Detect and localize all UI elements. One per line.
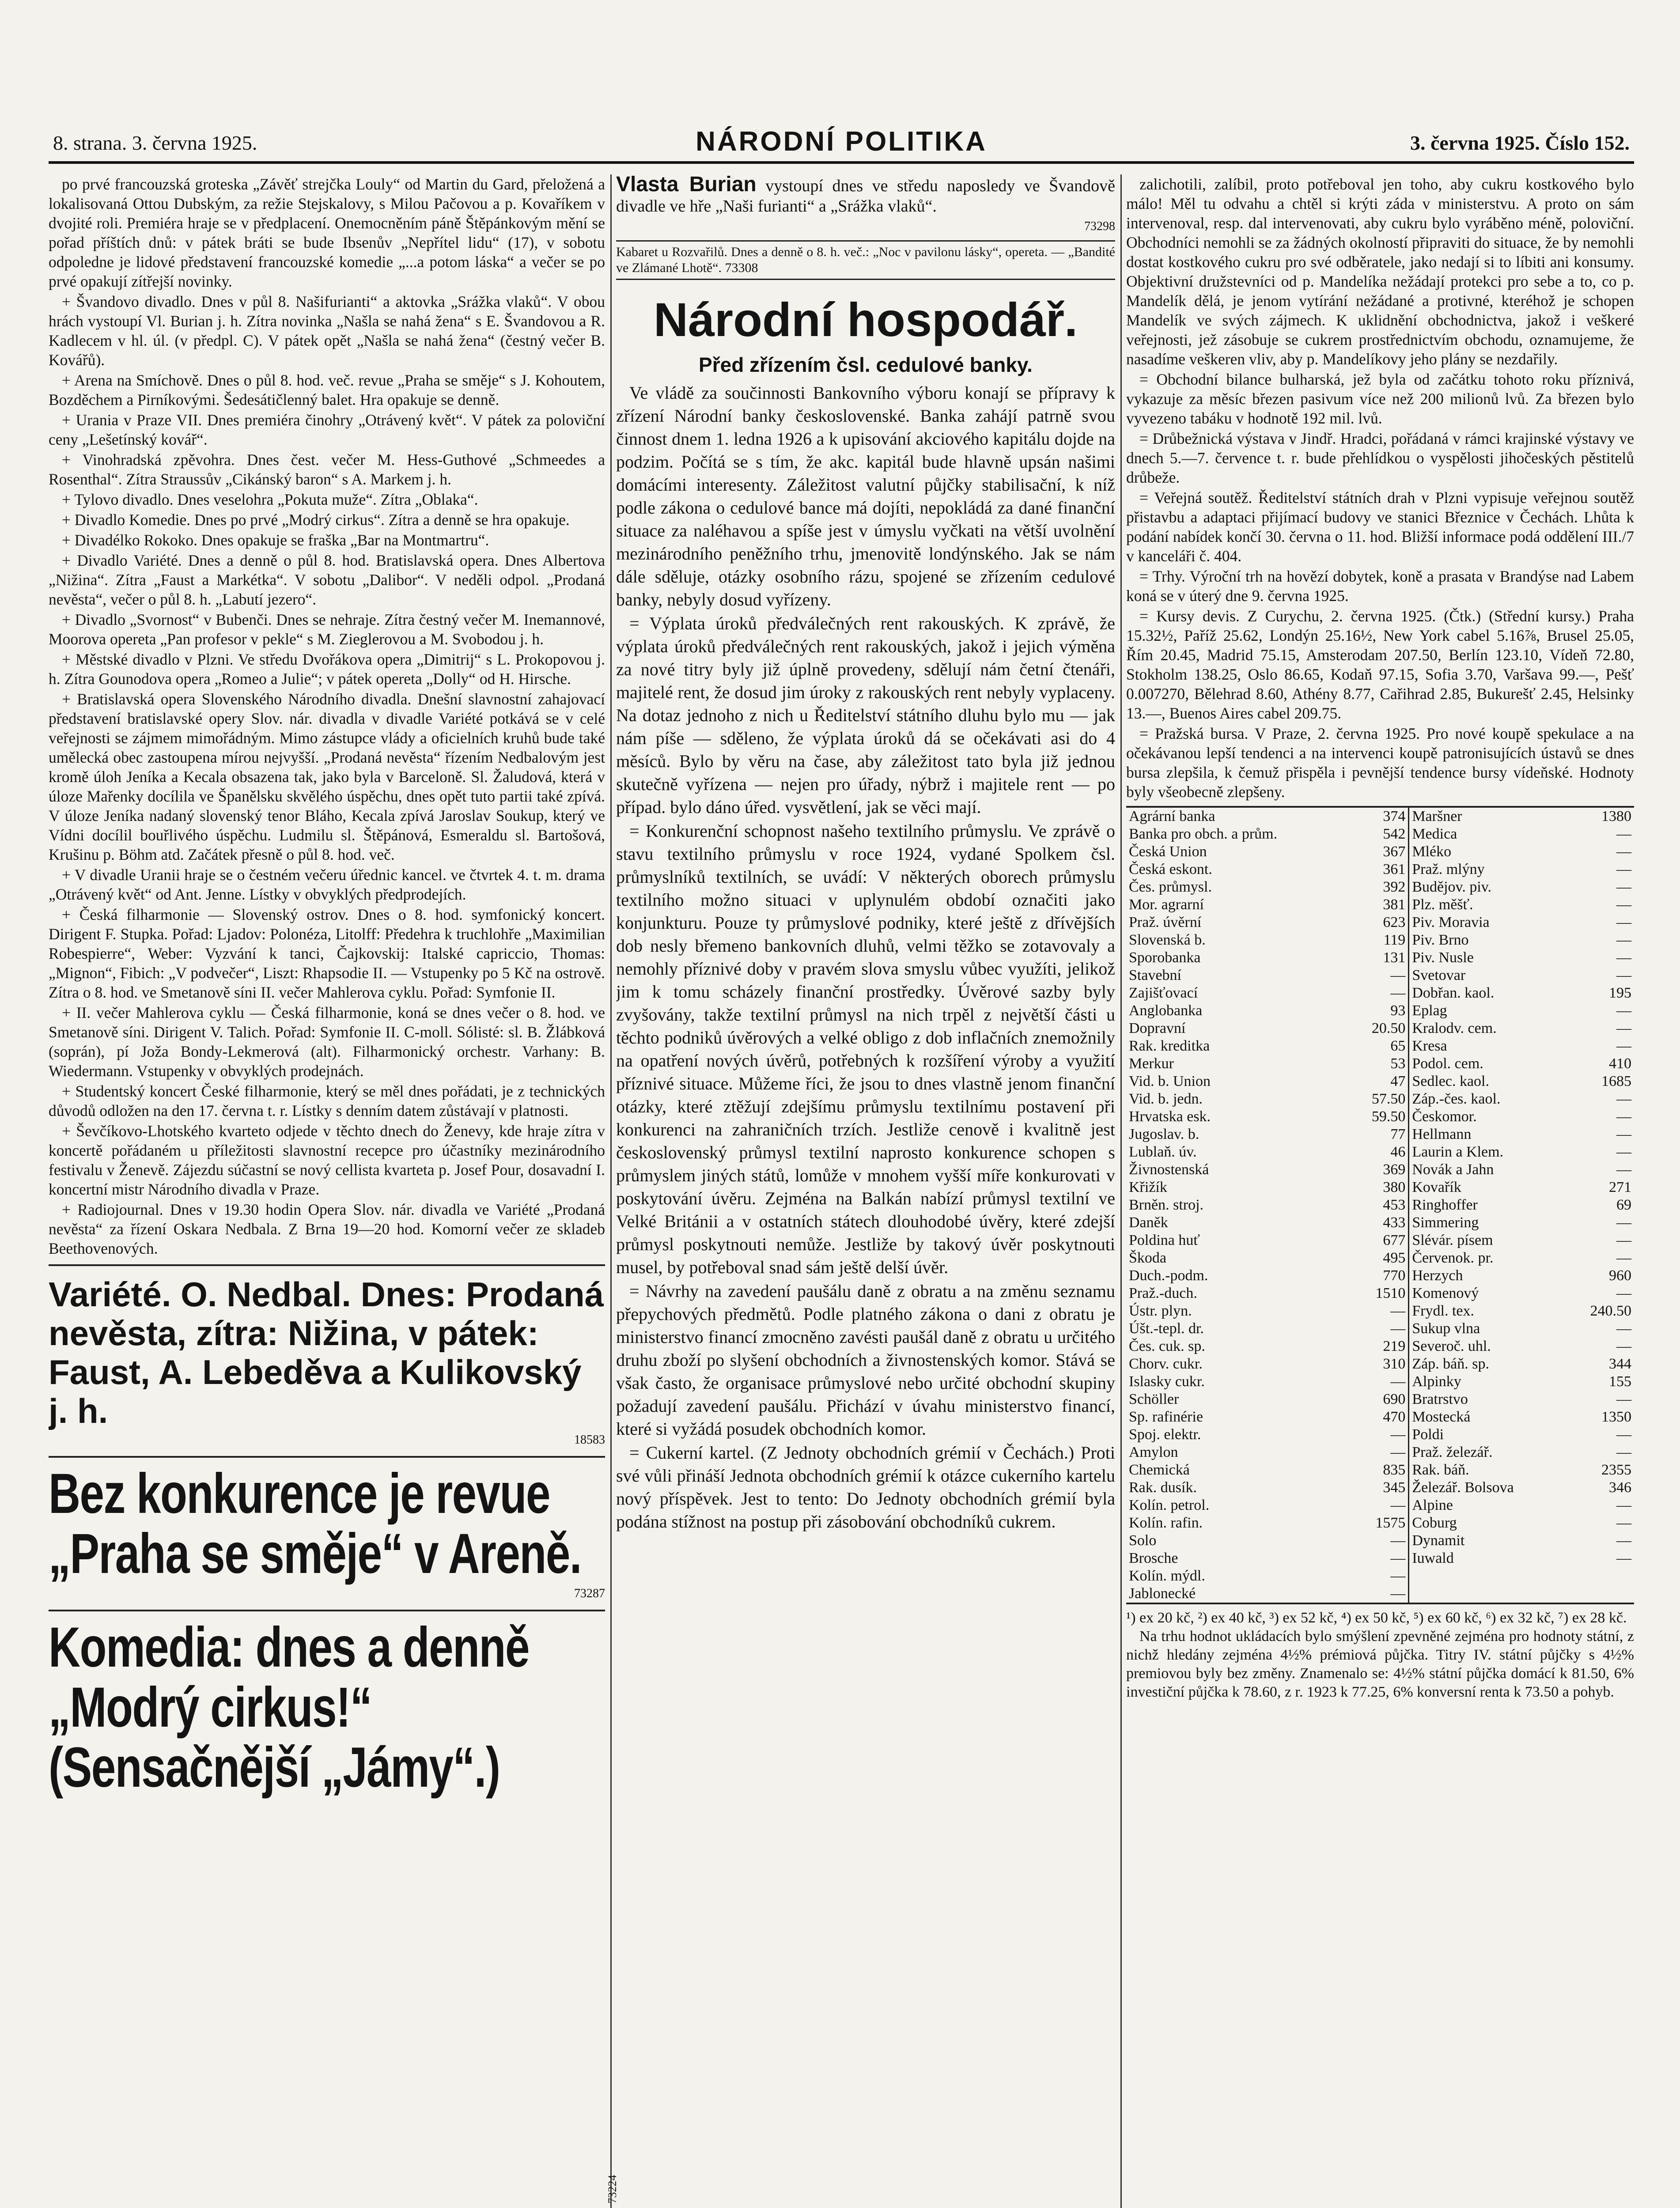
stock-name: Simmering	[1409, 1214, 1566, 1232]
stock-price: 219	[1383, 1338, 1406, 1354]
stock-name: Křižík	[1129, 1179, 1167, 1195]
stock-name: Chemická	[1129, 1462, 1190, 1478]
article-paragraph: = Výplata úroků předválečných rent rakouských. K zprávě, že výplata úroků předválečných rent rakouských, jakož i jejich výměna za nové titry byly již úplně provedeny, sdělují nám četní čtenáři, majitelé rent, že dosud jim úroky z rakouských rent nebyly vyplaceny. Na dotaz jednoho z nich u Ředitelství státního dluhu bylo mu — jak nám píše — sděleno, že výplata úroků dá se očekávati asi do 4 měsíců. Bylo by věru na čase, aby záležitost tato byla již jednou skutečně vyřízena — nejen pro úřady, nýbrž i majitele rent — po případ. bylo dáno úřed. vysvětlení, jak se věci mají.	[616, 613, 1115, 817]
stock-name: Praž. úvěrní	[1129, 914, 1202, 930]
stock-price: 1380	[1601, 808, 1631, 824]
stock-name: Spoj. elektr.	[1129, 1426, 1201, 1443]
table-row	[1126, 1073, 1634, 1090]
stock-name: Sporobanka	[1129, 949, 1201, 966]
column-divider	[610, 174, 612, 2208]
column-theater-news	[49, 174, 605, 2208]
stock-name: Severoč. uhl.	[1409, 1338, 1566, 1355]
article-paragraph: = Drůbežnická výstava v Jindř. Hradci, pořádaná v rámci krajinské výstavy ve dnech 5.—7. července t. r. bude přehlídkou o vyspělosti jihočeských pěstitelů drůbeže.	[1126, 430, 1634, 486]
stock-name: Hrvatska esk.	[1129, 1108, 1211, 1125]
stock-price: 542	[1383, 826, 1406, 842]
stock-name: Budějov. piv.	[1409, 878, 1566, 896]
stock-price: —	[1616, 1144, 1631, 1160]
stock-name: Daněk	[1129, 1214, 1168, 1231]
table-row	[1126, 967, 1634, 984]
stock-price: —	[1616, 1002, 1631, 1019]
stock-name	[1409, 1567, 1566, 1585]
stock-price: —	[1616, 1444, 1631, 1460]
article-paragraph: = Pražská bursa. V Praze, 2. června 1925. Pro nové koupě spekulace a na očekávanou lepší tendenci a na intervenci koupě patronisujících ústavů se dnes bursa zlepšila, k čemuž přispěla i pevnější tendence bursy vídeňské. Hodnoty byly všeobecně zlepšeny.	[1126, 725, 1634, 801]
stock-name: Chorv. cukr.	[1129, 1356, 1203, 1372]
table-row	[1126, 1391, 1634, 1408]
table-row	[1126, 843, 1634, 861]
burian-name: Vlasta Burian	[616, 174, 757, 196]
stock-price: 93	[1390, 1002, 1406, 1019]
stock-name: Úšt.-tepl. dr.	[1129, 1320, 1204, 1337]
stock-price: 470	[1383, 1409, 1406, 1425]
table-row	[1126, 1126, 1634, 1143]
stock-name: Živnostenská	[1129, 1161, 1209, 1178]
stock-name: Rak. kreditka	[1129, 1038, 1210, 1054]
article-paragraph: = Obchodní bilance bulharská, jež byla od začátku tohoto roku příznivá, vykazuje za měsíc březen pasivum více než 200 milionů lvů. Za březen bylo vyvezeno tabáku v hodnotě 192 mil. lvů.	[1126, 371, 1634, 427]
stock-price: —	[1616, 879, 1631, 895]
stock-name: Podol. cem.	[1409, 1055, 1566, 1073]
stock-name: Záp.-čes. kaol.	[1409, 1090, 1566, 1108]
stock-name: Lublaň. úv.	[1129, 1144, 1197, 1160]
stock-name: Česká eskont.	[1129, 861, 1212, 877]
stock-name: Dynamit	[1409, 1532, 1566, 1550]
table-row	[1126, 1408, 1634, 1426]
stock-name: Hellmann	[1409, 1126, 1566, 1143]
table-row	[1126, 1550, 1634, 1567]
stock-name: Piv. Brno	[1409, 931, 1566, 949]
stock-name: Kolín. rafin.	[1129, 1515, 1203, 1531]
table-row	[1126, 1497, 1634, 1514]
stock-name: Svetovar	[1409, 967, 1566, 984]
stock-price: —	[1616, 826, 1631, 842]
stock-price: —	[1616, 1020, 1631, 1036]
stock-price: —	[1390, 1585, 1406, 1602]
stock-price: 57.50	[1371, 1091, 1406, 1107]
stock-price: 47	[1390, 1073, 1406, 1089]
newspaper-title: NÁRODNÍ POLITIKA	[696, 126, 987, 157]
article-subtitle: Před zřízením čsl. cedulové banky.	[699, 353, 1033, 376]
stock-price: 369	[1383, 1161, 1406, 1178]
stock-name: Jablonecké	[1129, 1585, 1196, 1602]
page-header	[49, 126, 1634, 164]
ad-side-number: 73224	[606, 2175, 619, 2204]
article-paragraph: + V divadle Uranii hraje se o čestném večeru úřednic kancel. ve čtvrtek 4. t. m. drama „Otrávený květ“ od Ant. Jenne. Lístky v obvyklých předprodejích.	[49, 866, 605, 903]
stock-price: 345	[1383, 1479, 1406, 1496]
stock-name: Záp. báň. sp.	[1409, 1355, 1566, 1373]
stock-name: Solo	[1129, 1532, 1157, 1549]
stock-price: —	[1616, 1497, 1631, 1513]
stock-price: —	[1616, 1250, 1631, 1266]
stock-price: 380	[1383, 1179, 1406, 1195]
table-row	[1126, 878, 1634, 896]
article-paragraph: + Divadélko Rokoko. Dnes opakuje se fraška „Bar na Montmartru“.	[62, 531, 489, 549]
stock-price: 392	[1383, 879, 1406, 895]
table-footnote: ¹) ex 20 kč, ²) ex 40 kč, ³) ex 52 kč, ⁴) ex 50 kč, ⁵) ex 60 kč, ⁶) ex 32 kč, ⁷) ex 28 kč.	[1126, 1610, 1627, 1626]
stock-name: Duch.-podm.	[1129, 1267, 1208, 1284]
stock-price: —	[1616, 1426, 1631, 1443]
stock-price: 2355	[1601, 1462, 1631, 1478]
stock-name: Herzych	[1409, 1267, 1566, 1285]
article-paragraph: zalichotili, zalíbil, proto potřeboval jen toho, aby cukru kostkového bylo málo! Měl tu odvahu a chtěl si krýti záda v ministerstvu. A proto on sám intervenoval, resp. dal intervenovati, aby cukru bylo vyráběno méně, poloviční. Obchodníci nemohli se za žádných okolností připraviti do situace, že by nemohli dostat kostkového cukru pro své odběratele, jako nedají si to líbiti ani konsumy. Objektivní družstevníci od p. Mandelíka nežádají protekci pro sebe a to, co p. Mandelík dělá, je jenom vytírání nežádané a protivné, kteréhož je schopen Mandelík ve svých zájmech. K uklidnění obchodnictva, jakož i veškeré veřejnosti, jež zásobuje se cukrem prostřednictvím obchodu, oznamujeme, že nasadíme veškeren vliv, aby p. Mandelíkovy jeho plány se nezdařily.	[1126, 175, 1634, 368]
stock-price: —	[1616, 1126, 1631, 1142]
stock-price: 344	[1609, 1356, 1631, 1372]
table-row	[1126, 1567, 1634, 1585]
stock-price: 346	[1609, 1479, 1631, 1496]
stock-price: 1575	[1375, 1515, 1406, 1531]
stock-price: —	[1616, 1091, 1631, 1107]
stock-name: Česká Union	[1129, 843, 1207, 860]
article-paragraph: + Radiojournal. Dnes v 19.30 hodin Opera Slov. nár. divadla ve Variété „Prodaná nevěsta“ za řízení Oskara Nedbala. Z Brna 19—20 hod. Komorní večer ze skladeb Beethovenových.	[49, 1201, 605, 1257]
stock-price: —	[1616, 949, 1631, 966]
stock-price: —	[1616, 1391, 1631, 1407]
stock-price: —	[1616, 1550, 1631, 1566]
stock-price: 53	[1390, 1055, 1406, 1072]
table-row	[1126, 1585, 1634, 1603]
page-number-date: 8. strana. 3. června 1925.	[53, 132, 257, 154]
stock-name: Vid. b. Union	[1129, 1073, 1211, 1089]
article-paragraph: + Arena na Smíchově. Dnes o půl 8. hod. več. revue „Praha se směje“ s J. Kohoutem, Bozděchem a Pirníkovými. Šedesátičlenný balet. Hra opakuje se denně.	[49, 371, 605, 408]
stock-name: Bratrstvo	[1409, 1391, 1566, 1408]
stock-price: —	[1390, 1568, 1406, 1584]
stock-name: Rak. dusík.	[1129, 1479, 1197, 1496]
stock-name: Praž. železář.	[1409, 1444, 1566, 1461]
table-row	[1126, 914, 1634, 931]
stock-price: 623	[1383, 914, 1406, 930]
stock-price	[1566, 1567, 1634, 1585]
market-paragraphs	[1126, 174, 1634, 802]
issue-number: 3. června 1925. Číslo 152.	[1410, 132, 1630, 154]
stock-price: —	[1390, 1303, 1406, 1319]
stock-price: 495	[1383, 1250, 1406, 1266]
stock-name: Alpinky	[1409, 1373, 1566, 1391]
stock-price: —	[1390, 1497, 1406, 1513]
table-row	[1126, 896, 1634, 914]
stock-name: Slovenská b.	[1129, 932, 1206, 948]
table-row	[1126, 1514, 1634, 1532]
stock-name: Mostecká	[1409, 1408, 1566, 1426]
article-paragraph: Ve vládě za součinnosti Bankovního výboru konají se přípravy k zřízení Národní banky československé. Banka zahájí patrně svou činnost dnem 1. ledna 1926 a k upisování akciového kapitálu dojde na podzim. Počítá se s tím, že akc. kapitál bude hlavně upsán našimi domácími interesenty. Záležitost valutní půjčky stabilisační, k níž podle zákona o cedulové bance má dojíti, nepokládá za dané finanční situace za naléhavou a spíše jest v úmyslu vyčkati na větší uvolnění mezinárodního peněžního trhu, jmenovitě londýnského. Jak se nám dále sděluje, otázky osobního rázu, spojené se zřízením cedulové banky, nebyly dosud vyřízeny.	[616, 383, 1115, 609]
stock-name: Zajišťovací	[1129, 985, 1198, 1001]
stock-price: —	[1616, 914, 1631, 930]
stock-name: Železář. Bolsova	[1409, 1479, 1566, 1497]
stock-price: —	[1616, 1338, 1631, 1354]
table-row	[1126, 931, 1634, 949]
article-paragraph: + Urania v Praze VII. Dnes premiéra činohry „Otrávený květ“. V pátek za poloviční ceny „Lešetínský kovář“.	[49, 411, 605, 448]
section-title: Národní hospodář.	[653, 293, 1078, 346]
table-row	[1126, 1373, 1634, 1391]
stock-name: Piv. Nusle	[1409, 949, 1566, 967]
article-paragraph: + Ševčíkovo-Lhotského kvarteto odjede v těchto dnech do Ženevy, kde hraje zítra v koncertě pořádaném u příležitosti slavnostní recepce pro účastníky mezinárodního festivalu v Ženevě. Zájezdu súčastní se nový cellista kvarteta p. Josef Pour, dosavadní I. koncertní mistr Národního divadla v Praze.	[49, 1122, 605, 1198]
stock-price: 131	[1383, 949, 1406, 966]
stock-name: Banka pro obch. a prům.	[1129, 826, 1278, 842]
table-row	[1126, 1196, 1634, 1214]
stock-price: 770	[1383, 1267, 1406, 1284]
stock-price: —	[1390, 1426, 1406, 1443]
stock-price: 453	[1383, 1197, 1406, 1213]
table-row	[1126, 1037, 1634, 1055]
stock-table	[1126, 806, 1634, 1604]
stock-price: 240.50	[1590, 1303, 1631, 1319]
kabaret-ad: Kabaret u Rozvařilů. Dnes a denně o 8. h. več.: „Noc v pavilonu lásky“, opereta. — „Bandité ve Zlámané Lhotě“. 73308	[616, 240, 1115, 280]
stock-price: —	[1390, 1373, 1406, 1390]
stock-name: Rak. báň.	[1409, 1461, 1566, 1479]
article-paragraph: + II. večer Mahlerova cyklu — Česká filharmonie, koná se dnes večer o 8. hod. ve Smetanově síni. Dirigent V. Talich. Pořad: Symfonie II. C-moll. Sólisté: sl. B. Žlábková (soprán), pí Joža Bondy-Lekmerová (alt). Filharmonický orchestr. Varhany: B. Wiedermann. Vstupenky v obvyklých prodejnách.	[49, 1004, 605, 1080]
stock-name: Sukup vlna	[1409, 1320, 1566, 1338]
stock-name: Novák a Jahn	[1409, 1161, 1566, 1179]
stock-name: Praž. mlýny	[1409, 861, 1566, 878]
stock-price: 690	[1383, 1391, 1406, 1407]
stock-price: —	[1390, 1444, 1406, 1460]
stock-price: 1510	[1375, 1285, 1406, 1301]
stock-name: Brosche	[1129, 1550, 1178, 1566]
table-row	[1126, 949, 1634, 967]
stock-name	[1409, 1585, 1566, 1603]
stock-name: Sp. rafinérie	[1129, 1409, 1203, 1425]
stock-name: Kolín. petrol.	[1129, 1497, 1210, 1513]
stock-name: Stavební	[1129, 967, 1181, 983]
stock-price: —	[1616, 1285, 1631, 1301]
article-paragraph: + Vinohradská zpěvohra. Dnes čest. večer M. Hess-Guthové „Schmeedes a Rosenthal“. Zítra Straussův „Cikánský baron“ s A. Markem j. h.	[49, 451, 605, 488]
table-row	[1126, 1090, 1634, 1108]
stock-price: —	[1616, 1161, 1631, 1178]
stock-price: 271	[1609, 1179, 1631, 1195]
table-row	[1126, 825, 1634, 843]
ad-revue: Bez konkurence je revue „Praha se směje“ v Areně.	[49, 1462, 581, 1585]
table-row	[1126, 1267, 1634, 1285]
stock-price: 195	[1609, 985, 1631, 1001]
article-paragraph: = Trhy. Výroční trh na hovězí dobytek, koně a prasata v Brandýse nad Labem koná se v úterý dne 9. června 1925.	[1126, 567, 1634, 605]
stock-name: Poldi	[1409, 1426, 1566, 1444]
article-paragraph: + Divadlo „Svornost“ v Bubenči. Dnes se nehraje. Zítra čestný večer M. Inemannové, Moorova opereta „Pan profesor v pekle“ s M. Zieglerovou a M. Svobodou j. h.	[49, 611, 605, 648]
stock-name: Vid. b. jedn.	[1129, 1091, 1203, 1107]
ad-number: 18583	[574, 1433, 605, 1447]
table-row	[1126, 1232, 1634, 1249]
stock-name: Piv. Moravia	[1409, 914, 1566, 931]
table-row	[1126, 1479, 1634, 1497]
stock-name: Eplag	[1409, 1002, 1566, 1020]
stock-price: 77	[1390, 1126, 1406, 1142]
stock-price: —	[1616, 1515, 1631, 1531]
divider	[49, 1610, 605, 1611]
stock-name: Laurin a Klem.	[1409, 1143, 1566, 1161]
table-row	[1126, 1108, 1634, 1126]
table-row	[1126, 1214, 1634, 1232]
stock-price: 367	[1383, 843, 1406, 860]
stock-price: —	[1616, 896, 1631, 913]
table-row	[1126, 1285, 1634, 1302]
article-paragraph: + Divadlo Komedie. Dnes po prvé „Modrý cirkus“. Zítra a denně se hra opakuje.	[62, 511, 570, 529]
article-paragraph: = Konkurenční schopnost našeho textilního průmyslu. Ve zprávě o stavu textilního průmyslu v roce 1924, vydané Spolkem čsl. průmyslníků textilních, se uvádí: V některých oborech průmyslu textilního možno situaci v uplynulém období označiti jako konjunkturu. Pouze ty průmyslové podniky, které ještě z dřívějších dob nesly břemeno bankovních dluhů, velmi těžko se zotavovaly a nemohly příznivé doby v pravém slova smyslu vůbec využíti, jelikož jim k tomu scházely finanční prostředky. Úvěrové sazby byly zvyšovány, takže textilní průmysl na nich trpěl z největší části u těchto podniků úvěrových a velké obligo z dob inflačních znemožnily na opatření nových úvěrů, potřebných k rozšíření výroby a využití příznivé situace. Můžeme říci, že jsou to dnes vlastně jenom finanční otázky, které ztěžují zdejšímu průmyslu textilnímu postavení při konkurenci na zahraničních trzích. Jestliže cenově i kvalitně jest československý průmysl textilní naprosto konkurence schopen s průmyslem jiných států, lomůže v mnohem vyšší míře konkurovati v poskytování úvěru. Zejména na Balkán nabízí průmysl textilní ve Velké Británii a v ostatních státech dlouhodobé úvěry, které zdejší průmysl poskytnouti nemůže. Jestliže by takový úvěr poskytnouti musel, by potřeboval snad sám ještě delší úvěr.	[616, 821, 1115, 1277]
theater-paragraphs	[49, 174, 605, 1258]
article-paragraph: = Návrhy na zavedení paušálu daně z obratu a na změnu seznamu přepychových předmětů. Podle platného zákona o dani z obratu je ministerstvo financí zmocněno zavésti paušál daně z obratu u určitého druhu zboží po slyšení obchodních a živnostenských komor. Stává se však často, že organisace průmyslové nebo určité obchodní skupiny požadují zavedení paušálu. Přichází v úvahu ministerstvo financí, které si vyžádá posudek obchodních komor.	[616, 1281, 1115, 1439]
stock-price: 374	[1383, 808, 1406, 824]
stock-price: 310	[1383, 1356, 1406, 1372]
article-paragraph: + Divadlo Variété. Dnes a denně o půl 8. hod. Bratislavská opera. Dnes Albertova „Nižina“. Zítra „Faust a Markétka“. V sobotu „Dalibor“. V neděli odpol. „Prodaná nevěsta“, večer o půl 8. h. „Labutí jezero“.	[49, 552, 605, 608]
article-paragraph: + Tylovo divadlo. Dnes veselohra „Pokuta muže“. Zítra „Oblaka“.	[62, 491, 478, 508]
stock-name: Brněn. stroj.	[1129, 1197, 1204, 1213]
stock-name: Amylon	[1129, 1444, 1178, 1460]
stock-name: Červenok. pr.	[1409, 1249, 1566, 1267]
table-row	[1126, 1055, 1634, 1073]
stock-name: Kralodv. cem.	[1409, 1020, 1566, 1037]
table-row	[1126, 1302, 1634, 1320]
column-divider	[1120, 174, 1122, 2208]
stock-price: —	[1390, 1532, 1406, 1549]
final-paragraph: Na trhu hodnot ukládacích bylo smýšlení zpevněné zejména pro hodnoty státní, z nichž hledány zejména 4½% prémiová půjčka. Titry IV. státní půjčky s 4½% premiovou byly bez změny. Znamenalo se: 4½% státní půjčka domácí k 81.50, 6% investiční půjčka k 78.60, z r. 1923 k 77.25, 6% konversní renta k 73.50 a pohyb.	[1126, 1628, 1634, 1700]
stock-name: Slévár. písem	[1409, 1232, 1566, 1249]
stock-name: Anglobanka	[1129, 1002, 1203, 1019]
table-row	[1126, 1426, 1634, 1444]
burian-ad	[616, 174, 1115, 237]
stock-name: Ringhoffer	[1409, 1196, 1566, 1214]
burian-text: vystoupí dnes ve středu naposledy ve Švandově divadle ve hře „Naši furianti“ a „Srážka vlaků“.	[616, 177, 1115, 216]
stock-name: Mléko	[1409, 843, 1566, 861]
table-row	[1126, 1143, 1634, 1161]
stock-name: Komenový	[1409, 1285, 1566, 1302]
stock-name: Dopravní	[1129, 1020, 1186, 1036]
stock-price: 410	[1609, 1055, 1631, 1072]
table-row	[1126, 1532, 1634, 1550]
stock-price: 835	[1383, 1462, 1406, 1478]
stock-price: 1350	[1601, 1409, 1631, 1425]
stock-price: 677	[1383, 1232, 1406, 1248]
stock-price: —	[1390, 1320, 1406, 1337]
article-paragraph: = Kursy devis. Z Curychu, 2. června 1925. (Čtk.) (Střední kursy.) Praha 15.32½, Paříž 25.62, Londýn 25.16½, New York cabel 5.16⅞, Brusel 25.05, Řím 20.45, Madrid 75.15, Amsterodam 207.50, Berlín 123.10, Vídeň 72.80, Stokholm 138.25, Oslo 86.65, Kodaň 97.15, Sofia 3.70, Varšava 99.—, Pešť 0.007270, Bělehrad 8.60, Athény 8.77, Cařihrad 2.85, Bukurešť 2.45, Helsinky 13.—, Buenos Aires cabel 209.75.	[1126, 607, 1634, 722]
stock-price: —	[1616, 861, 1631, 877]
stock-price: —	[1390, 967, 1406, 983]
table-row	[1126, 1020, 1634, 1037]
stock-name: Coburg	[1409, 1514, 1566, 1532]
table-row	[1126, 984, 1634, 1002]
stock-price: 960	[1609, 1267, 1631, 1284]
ad-nedbal: Variété. O. Nedbal. Dnes: Prodaná nevěsta, zítra: Nižina, v pátek: Faust, A. Lebeděva a Kulikovský j. h.	[49, 1275, 604, 1430]
divider	[49, 1264, 605, 1266]
table-row	[1126, 1179, 1634, 1196]
article-paragraph: + Studentský koncert České filharmonie, který se měl dnes pořádati, je z technických důvodů odložen na den 17. června t. r. Lístky s denním datem zůstávají v platnosti.	[49, 1082, 605, 1119]
stock-name: Islasky cukr.	[1129, 1373, 1205, 1390]
stock-price: 119	[1383, 932, 1406, 948]
stock-name: Ústr. plyn.	[1129, 1303, 1192, 1319]
stock-price: —	[1616, 1532, 1631, 1549]
stock-name: Kovařík	[1409, 1179, 1566, 1196]
stock-price: —	[1616, 967, 1631, 983]
ad-komedia: Komedia: dnes a denně „Modrý cirkus!“ (Sensačnější „Jámy“.)	[49, 1616, 529, 1799]
stock-price: —	[1616, 1108, 1631, 1125]
stock-price: —	[1390, 985, 1406, 1001]
stock-price: —	[1616, 1320, 1631, 1337]
stock-price: 46	[1390, 1144, 1406, 1160]
stock-price: 361	[1383, 861, 1406, 877]
table-row	[1126, 807, 1634, 825]
stock-name: Čes. průmysl.	[1129, 879, 1212, 895]
stock-price: —	[1616, 843, 1631, 860]
stock-price: 155	[1609, 1373, 1631, 1390]
article-paragraph: + Městské divadlo v Plzni. Ve středu Dvořákova opera „Dimitrij“ s L. Prokopovou j. h. Zítra Gounodova opera „Romeo a Julie“; v pátek opereta „Dolly“ od H. Hirsche.	[49, 650, 605, 688]
stock-name: Čes. cuk. sp.	[1129, 1338, 1205, 1354]
table-row	[1126, 1355, 1634, 1373]
stock-price: —	[1616, 1038, 1631, 1054]
table-row	[1126, 1249, 1634, 1267]
stock-name: Frydl. tex.	[1409, 1302, 1566, 1320]
table-row	[1126, 1002, 1634, 1020]
table-row	[1126, 1444, 1634, 1461]
stock-name: Praž.-duch.	[1129, 1285, 1197, 1301]
article-paragraph: + Švandovo divadlo. Dnes v půl 8. Našifurianti“ a aktovka „Srážka vlaků“. V obou hrách vystoupí Vl. Burian j. h. Zítra novinka „Našla se nahá žena“ s E. Švandovou a R. Kadlecem v hl. úl. (v předpl. C). V pátek opět „Našla se nahá žena“ (čestný večer B. Kovářů).	[49, 293, 605, 369]
ad-number: 73298	[1084, 219, 1115, 233]
stock-name: Mor. agrarní	[1129, 896, 1204, 913]
stock-name: Sedlec. kaol.	[1409, 1073, 1566, 1090]
stock-name: Kresa	[1409, 1037, 1566, 1055]
table-row	[1126, 1161, 1634, 1179]
stock-name: Jugoslav. b.	[1129, 1126, 1199, 1142]
article-paragraph: = Cukerní kartel. (Z Jednoty obchodních grémií v Čechách.) Proti své vůli přináší Jednota obchodních grémií k otázce cukerního kartelu nový příspěvek. Jest to tento: Do Jednoty obchodních grémií byla podána stížnost na postup při zásobování obchodníků cukrem.	[616, 1443, 1115, 1531]
article-paragraph: + Česká filharmonie — Slovenský ostrov. Dnes o 8. hod. symfonický koncert. Dirigent F. Stupka. Pořad: Ljadov: Polonéza, Litolff: Předehra k truchlohře „Maximilian Robespierre“, Weber: Vyzvání k tanci, Čajkovskij: Italské capriccio, Thomas: „Mignon“, Fibich: „V podvečer“, Liszt: Rhapsodie II. — Vstupenky po 5 Kč na ostrově. Zítra o 8. hod. ve Smetanově síni II. večer Mahlerova cyklu. Pořad: Symfonie II.	[49, 906, 605, 1001]
stock-name: Medica	[1409, 825, 1566, 843]
table-row	[1126, 1461, 1634, 1479]
divider	[49, 1456, 605, 1458]
stock-name: Merkur	[1129, 1055, 1174, 1072]
table-row	[1126, 1320, 1634, 1338]
stock-price: 69	[1616, 1197, 1631, 1213]
stock-price: —	[1616, 1214, 1631, 1231]
stock-name: Kolín. mýdl.	[1129, 1568, 1205, 1584]
stock-price: —	[1616, 932, 1631, 948]
economy-paragraphs	[616, 382, 1115, 1533]
stock-price: 65	[1390, 1038, 1406, 1054]
stock-name: Schöller	[1129, 1391, 1179, 1407]
stock-name: Škoda	[1129, 1250, 1166, 1266]
article-paragraph: = Veřejná soutěž. Ředitelství státních drah v Plzni vypisuje veřejnou soutěž přistavbu a adaptaci přijímací budovy ve stanici Březnice v Čechách. Lhůta k podání nabídek končí 30. června o 11. hod. Bližší informace podá oddělení III./7 v kanceláři č. 404.	[1126, 489, 1634, 565]
stock-price: 59.50	[1371, 1108, 1406, 1125]
stock-name: Alpine	[1409, 1497, 1566, 1514]
stock-name: Agrární banka	[1129, 808, 1215, 824]
column-economy	[616, 174, 1115, 2208]
article-paragraph: po prvé francouzská groteska „Závěť strejčka Louly“ od Martin du Gard, přeložená a lokalisovaná Ottou Dubským, za režie Stejskalovy, s Milou Pačovou a p. Kovaříkem v dvojité roli. Premiéra hraje se v předplacení. Onemocněním páně Štěpánkovým mění se pořad příštích dnů: v pátek bráti se bude Ibsenův „Nepřítel lidu“ (17), v sobotu odpoledne je lidové představení francouzské komedie „...a potom láska“ a večer se po prvé opakují zítřejší novinky.	[49, 175, 605, 290]
ad-number: 73287	[574, 1587, 605, 1600]
stock-name: Maršner	[1409, 807, 1566, 825]
table-row	[1126, 861, 1634, 878]
stock-price: 1685	[1601, 1073, 1631, 1089]
column-market	[1126, 174, 1634, 2208]
stock-price: 433	[1383, 1214, 1406, 1231]
stock-price: —	[1616, 1232, 1631, 1248]
stock-price: —	[1390, 1550, 1406, 1566]
table-row	[1126, 1338, 1634, 1355]
stock-name: Iuwald	[1409, 1550, 1566, 1567]
stock-price: 20.50	[1371, 1020, 1406, 1036]
stock-name: Plz. měšť.	[1409, 896, 1566, 914]
stock-name: Českomor.	[1409, 1108, 1566, 1126]
article-paragraph: + Bratislavská opera Slovenského Národního divadla. Dnešní slavnostní zahajovací představení bratislavské opery Slov. nár. divadla v divadle Variété potkává se v celé veřejnosti se zájmem mimořádným. Mimo zástupce vlády a oficielních kruhů bude také umělecká obec zastoupena mírou nejvyšší. „Prodaná nevěsta“ řízením Nedbalovým jest kromě úloh Jeníka a Kecala obsazena tak, jako byla v Barceloně. Sl. Žaludová, která v úloze Mařenky docílila ve Španělsku skvělého úspěchu, dnes opět tuto partii také zpívá. V úloze Jeníka nadaný slovenský tenor Bláho, Kecala zpívá Jaroslav Soukup, který ve Vídni docílil bouřlivého úspěchu. Ludmilu sl. Štěpánová, Esmeraldu sl. Bartošová, Krušinu p. Böhm atd. Začátek přesně o půl 8. hod. več.	[49, 690, 605, 863]
stock-price: 381	[1383, 896, 1406, 913]
stock-price	[1566, 1585, 1634, 1603]
stock-name: Dobřan. kaol.	[1409, 984, 1566, 1002]
stock-name: Poldina huť	[1129, 1232, 1200, 1248]
